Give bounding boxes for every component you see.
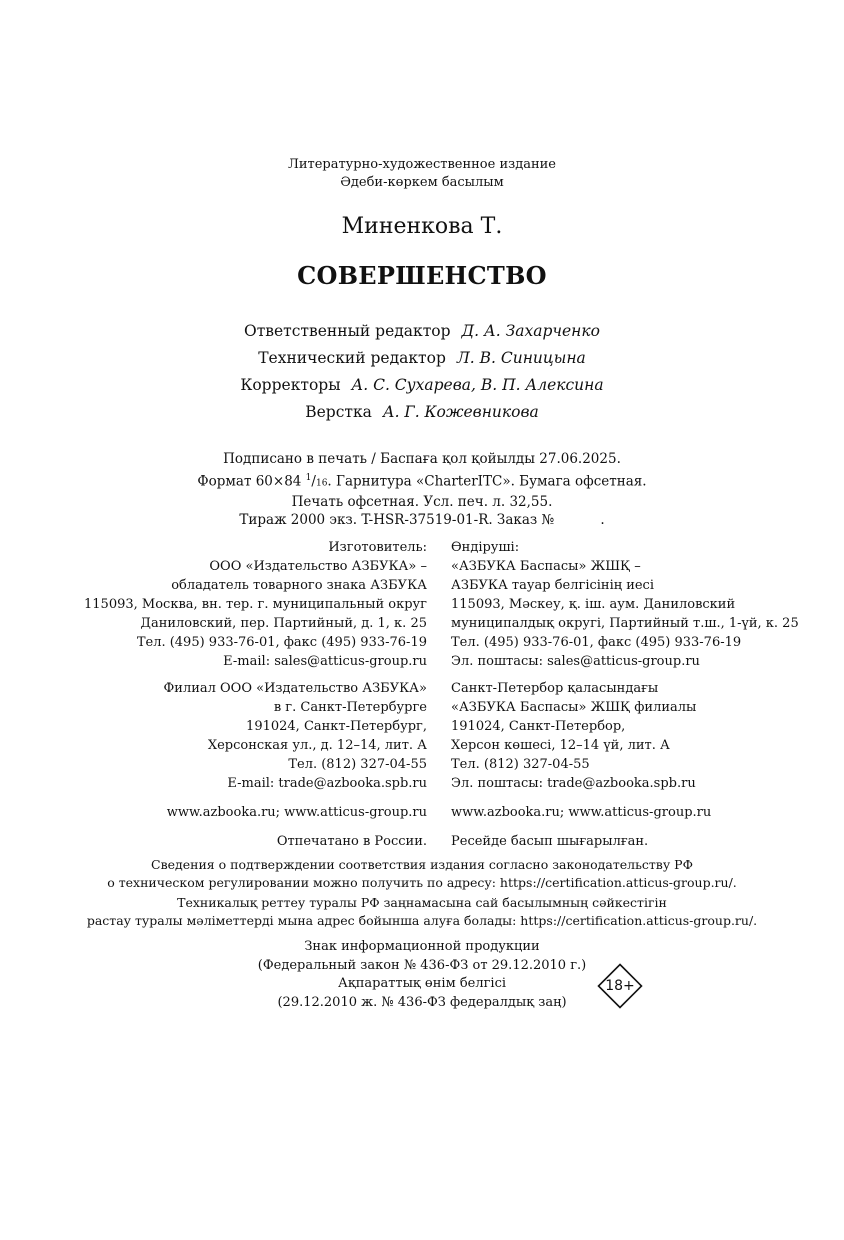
- branch-line: в г. Санкт-Петербурге: [273, 700, 427, 715]
- credit-line: [0, 399, 844, 426]
- certification-line: Техникалық реттеу туралы РФ заңнамасына сай басылымның сәйкестігін: [177, 895, 667, 910]
- format-suffix: . Гарнитура «CharterITC». Бумага офсетная.: [327, 473, 647, 489]
- format-prefix: Формат 60×84: [197, 473, 302, 489]
- info-sign-line: (Федеральный закон № 436-ФЗ от 29.12.2010 г.): [257, 957, 587, 973]
- author-name: Миненкова Т.: [341, 214, 503, 239]
- info-sign-block: [0, 938, 844, 1012]
- info-sign-line: (29.12.2010 ж. № 436-ФЗ федералдық заң): [277, 994, 567, 1010]
- manufacturer-line: 115093, Мәскеу, қ. іш. аум. Даниловский: [451, 597, 736, 612]
- websites: www.azbooka.ru; www.atticus-group.ru: [166, 805, 427, 820]
- credit-names: Л. В. Синицына: [456, 349, 586, 367]
- signed-date: Подписано в печать / Баспаға қол қойылды 27.06.2025.: [223, 451, 621, 467]
- branch-line: Тел. (812) 327-04-55: [451, 757, 590, 772]
- publisher-ru: [47, 538, 427, 851]
- age-rating-badge: [597, 963, 643, 1009]
- genre-kz: Әдеби-көркем басылым: [340, 175, 504, 190]
- manufacturer-line: Тел. (495) 933-76-01, факс (495) 933-76-19: [136, 635, 427, 650]
- manufacturer-label: Өндіруші:: [451, 540, 520, 555]
- branch-line: Херсонская ул., д. 12–14, лит. А: [207, 738, 427, 753]
- manufacturer-line: Даниловский, пер. Партийный, д. 1, к. 25: [140, 616, 427, 631]
- printed-in: Ресейде басып шығарылған.: [451, 834, 649, 849]
- credit-role: Ответственный редактор: [244, 322, 451, 340]
- manufacturer-label: Изготовитель:: [328, 540, 427, 555]
- branch-line: Санкт-Петербор қаласындағы: [451, 681, 659, 696]
- branch-line: Филиал ООО «Издательство АЗБУКА»: [163, 681, 427, 696]
- credit-role: Технический редактор: [258, 349, 446, 367]
- info-sign-line: Ақпараттық өнім белгісі: [337, 976, 507, 991]
- branch-email: Эл. поштасы: trade@azbooka.spb.ru: [451, 776, 696, 791]
- credit-line: [0, 372, 844, 399]
- format-numerator: 1: [305, 472, 312, 483]
- branch-line: «АЗБУКА Баспасы» ЖШҚ филиалы: [451, 700, 697, 715]
- certification-kz: [0, 894, 844, 929]
- manufacturer-line: «АЗБУКА Баспасы» ЖШҚ –: [451, 559, 641, 574]
- websites: www.azbooka.ru; www.atticus-group.ru: [451, 805, 712, 820]
- manufacturer-line: АЗБУКА тауар белгісінің иесі: [451, 578, 654, 593]
- credit-names: Д. А. Захарченко: [461, 322, 600, 340]
- book-title: СОВЕРШЕНСТВО: [297, 261, 547, 290]
- age-rating-text: 18+: [605, 978, 635, 994]
- credit-line: [0, 318, 844, 345]
- manufacturer-line: ООО «Издательство АЗБУКА» –: [209, 559, 427, 574]
- manufacturer-line: 115093, Москва, вн. тер. г. муниципальный округ: [84, 597, 427, 612]
- genre-block: [0, 156, 844, 192]
- manufacturer-line: обладатель товарного знака АЗБУКА: [171, 578, 427, 593]
- manufacturer-email: Эл. поштасы: sales@atticus-group.ru: [451, 654, 700, 669]
- certification-block: [0, 856, 844, 929]
- branch-line: Тел. (812) 327-04-55: [288, 757, 427, 772]
- credit-names: А. С. Сухарева, В. П. Алексина: [351, 376, 604, 394]
- certification-ru: [0, 856, 844, 891]
- credits-block: [0, 318, 844, 426]
- branch-line: 191024, Санкт-Петербор,: [451, 719, 626, 734]
- certification-line: растау туралы мәліметтерді мына адрес бойынша алуға болады: https://certification.atticus-group.ru/.: [86, 912, 758, 928]
- branch-email: E-mail: trade@azbooka.spb.ru: [227, 776, 427, 791]
- manufacturer-line: муниципалдық округі, Партийный т.ш., 1-үй, к. 25: [451, 616, 799, 631]
- format-line: [0, 469, 844, 493]
- run-end: .: [600, 512, 605, 528]
- run-line: [0, 511, 844, 530]
- publisher-kz: [451, 538, 831, 851]
- format-slash: /: [311, 473, 316, 489]
- credit-role: Корректоры: [240, 376, 341, 394]
- printed-in: Отпечатано в России.: [276, 834, 427, 849]
- info-sign-line: Знак информационной продукции: [304, 939, 540, 954]
- genre-ru: Литературно-художественное издание: [288, 157, 556, 172]
- certification-line: Сведения о подтверждении соответствия издания согласно законодательству РФ: [151, 857, 693, 872]
- print-info: [0, 450, 844, 530]
- manufacturer-line: Тел. (495) 933-76-01, факс (495) 933-76-19: [451, 635, 742, 650]
- certification-line: о техническом регулировании можно получить по адресу: https://certification.atticus-group.ru/.: [107, 874, 737, 890]
- credit-names: А. Г. Кожевникова: [382, 403, 539, 421]
- format-denominator: 16: [315, 478, 328, 488]
- credit-role: Верстка: [305, 403, 372, 421]
- run-text: Тираж 2000 экз. T-HSR-37519-01-R. Заказ №: [239, 512, 555, 528]
- printing-line: Печать офсетная. Усл. печ. л. 32,55.: [291, 493, 553, 510]
- branch-line: Херсон көшесі, 12–14 үй, лит. А: [451, 738, 670, 753]
- manufacturer-email: E-mail: sales@atticus-group.ru: [223, 654, 427, 669]
- credit-line: [0, 345, 844, 372]
- branch-line: 191024, Санкт-Петербург,: [246, 719, 427, 734]
